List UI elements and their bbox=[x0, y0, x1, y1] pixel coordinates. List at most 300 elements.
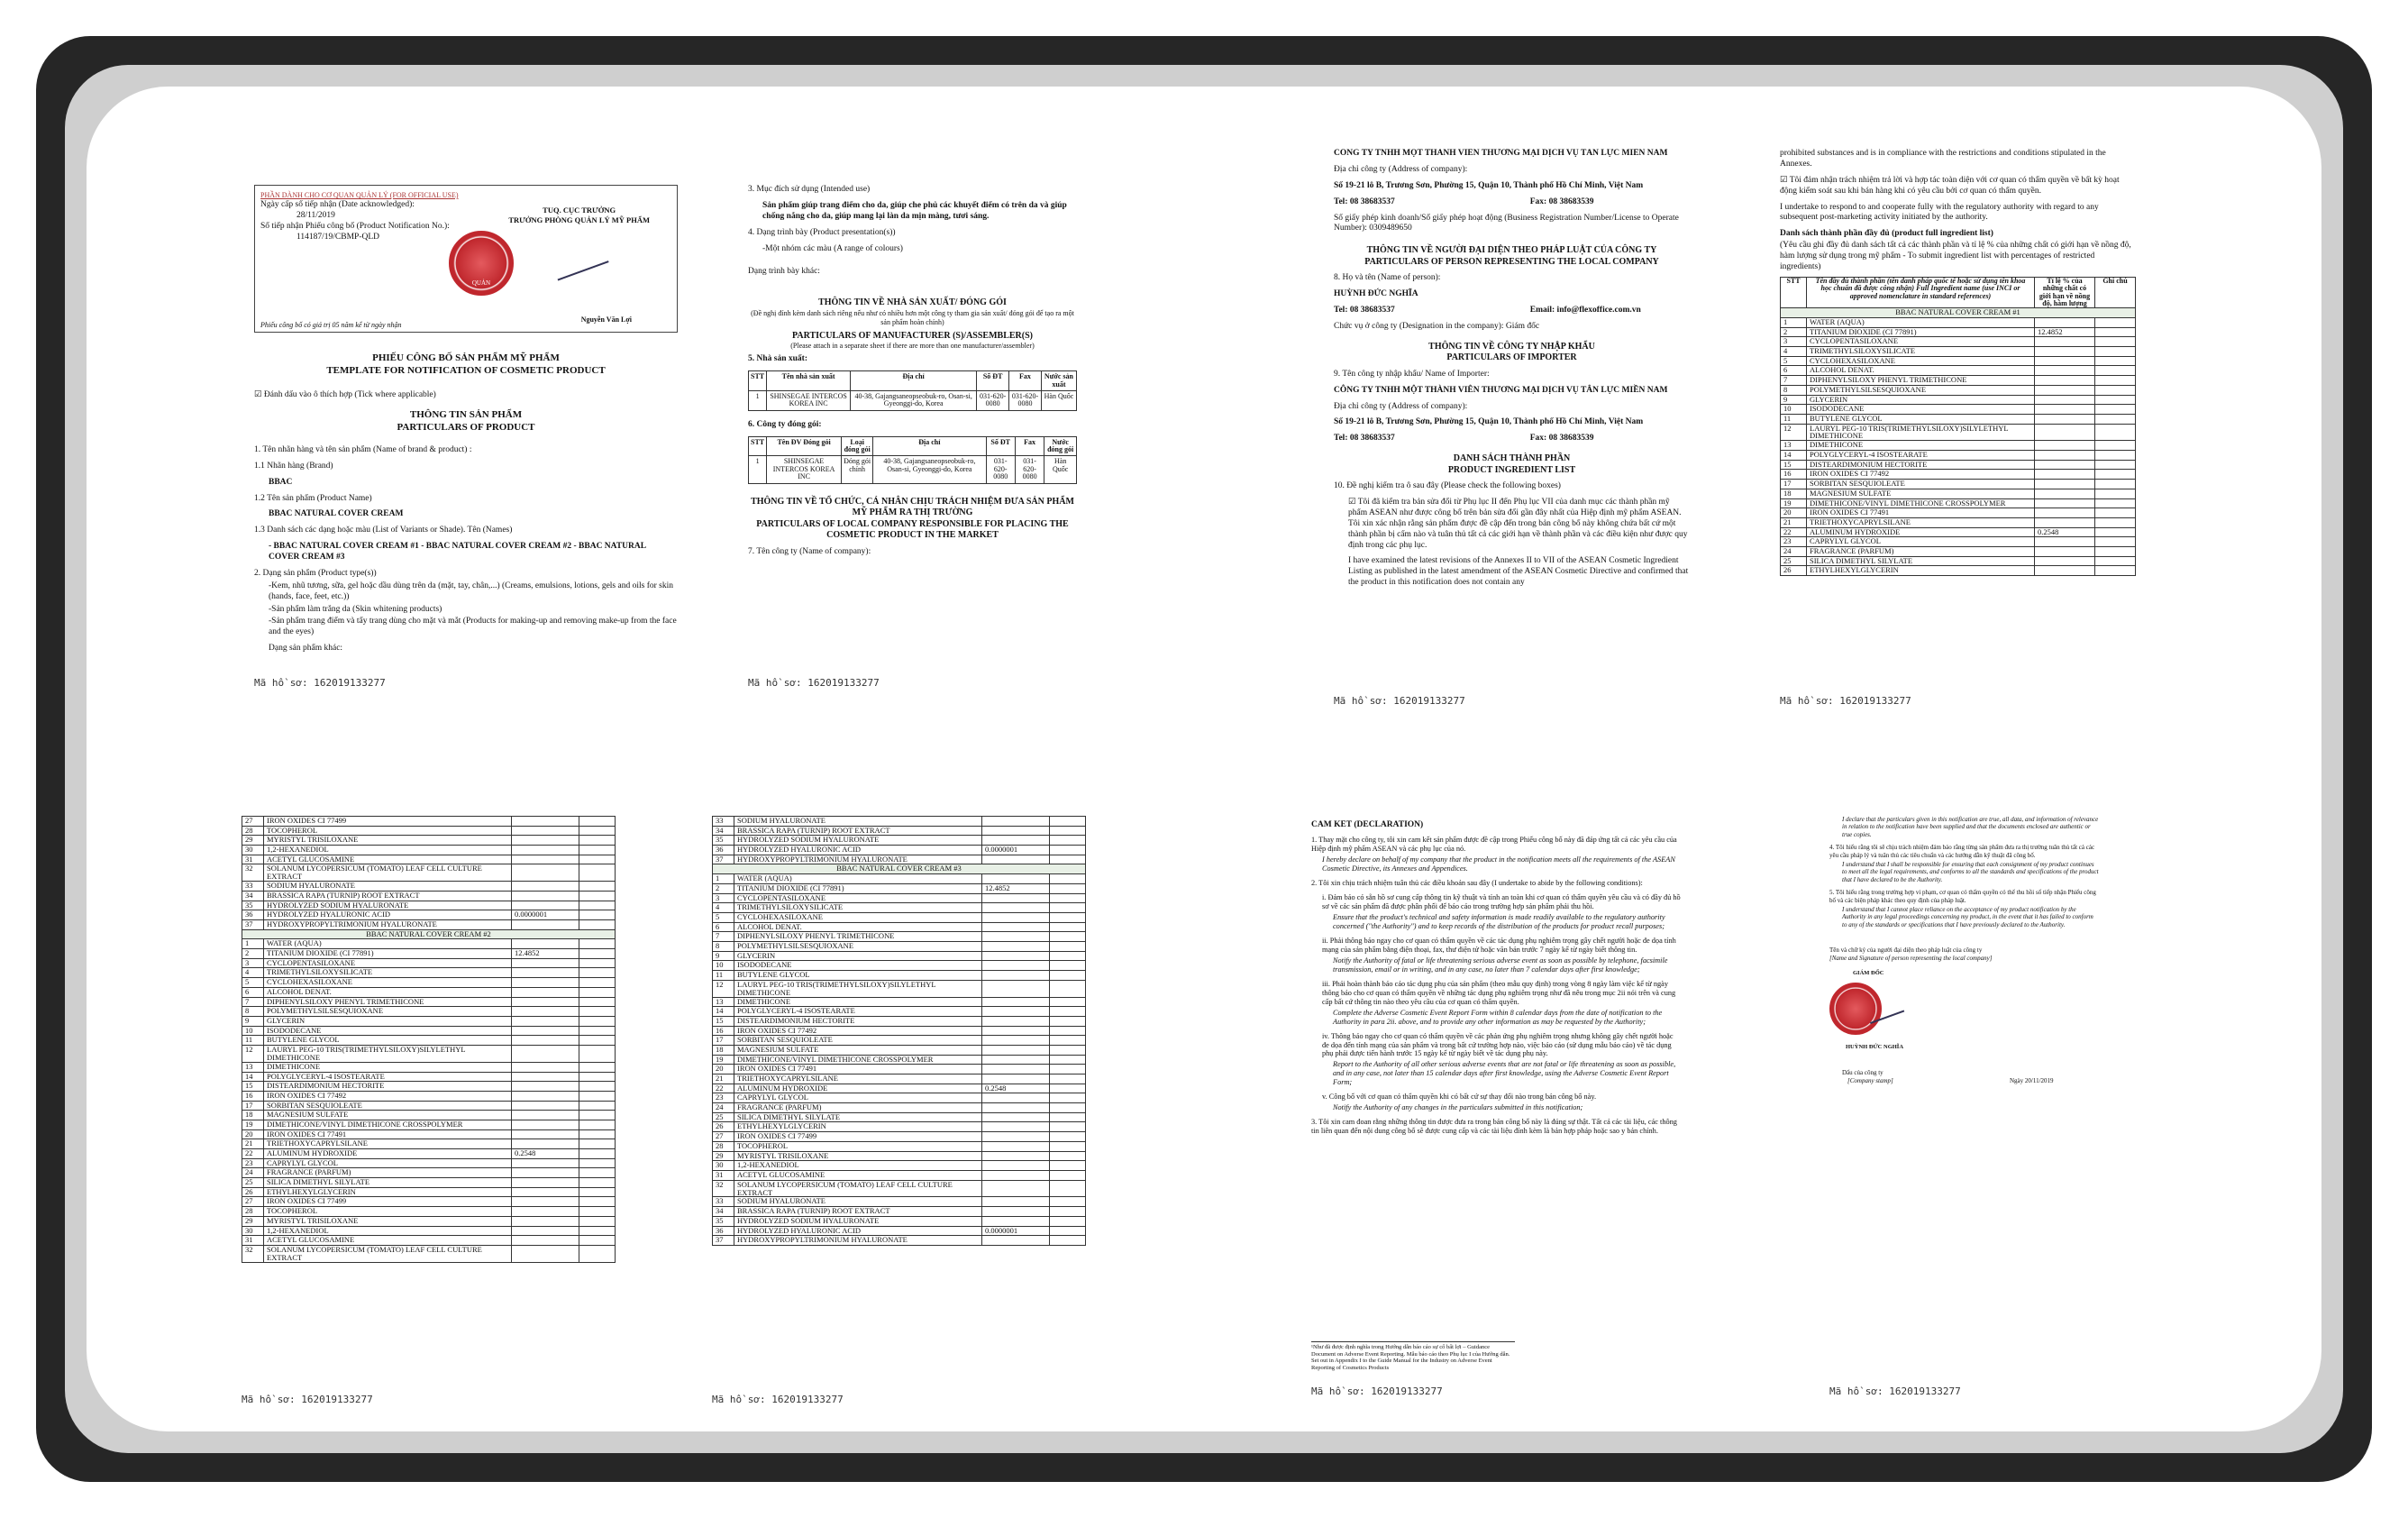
ingredient-percentage bbox=[512, 1026, 579, 1036]
ingredient-name: DIMETHICONE bbox=[1807, 441, 2035, 451]
ingredient-number: 27 bbox=[242, 817, 264, 827]
variants-value: - BBAC NATURAL COVER CREAM #1 - BBAC NATURAL COVER CREAM #2 - BBAC NATURAL COVER CREAM #3 bbox=[269, 542, 646, 562]
ingredient-note bbox=[2095, 566, 2136, 576]
ingredient-name: WATER (AQUA) bbox=[264, 939, 512, 949]
ingredient-note bbox=[1050, 932, 1086, 942]
ingredient-note bbox=[2095, 376, 2136, 386]
table-row bbox=[242, 817, 616, 827]
ingredient-note bbox=[579, 1101, 616, 1111]
ingredient-number: 10 bbox=[242, 1026, 264, 1036]
header-percentage: Tỉ lệ % của những chất có giới hạn về nồng độ, hàm lượng bbox=[2035, 277, 2095, 308]
ingredient-name: HYDROLYZED HYALURONIC ACID bbox=[734, 846, 982, 855]
ingredient-number: 9 bbox=[242, 1016, 264, 1026]
ingredient-note bbox=[1050, 846, 1086, 855]
ingredient-name: ALCOHOL DENAT. bbox=[734, 922, 982, 932]
table-row bbox=[1781, 546, 2136, 556]
ingredient-number: 16 bbox=[1781, 470, 1807, 480]
ingredient-number: 7 bbox=[1781, 376, 1807, 386]
ingredient-number: 4 bbox=[242, 968, 264, 978]
ingredient-note bbox=[1050, 1180, 1086, 1197]
table-row bbox=[242, 1245, 616, 1262]
table-header-cell: Tên ĐV Đóng gói bbox=[767, 436, 842, 456]
table-row bbox=[1781, 347, 2136, 357]
ingredient-number: 29 bbox=[242, 1216, 264, 1226]
ingredient-percentage bbox=[512, 939, 579, 949]
ingredient-percentage bbox=[982, 1093, 1050, 1103]
table-cell: 031-620-0080 bbox=[1009, 390, 1042, 410]
ingredient-note bbox=[579, 1187, 616, 1197]
product-type-3: -Sản phẩm trang điểm và tẩy trang dùng cho mặt và mắt (Products for making-up and removing make-up from the face and the eyes) bbox=[269, 617, 677, 637]
table-row bbox=[242, 1062, 616, 1072]
ingredient-percentage bbox=[982, 1197, 1050, 1207]
importer-fax: Fax: 08 38683539 bbox=[1529, 434, 1594, 444]
ingredient-number: 33 bbox=[713, 1197, 734, 1207]
ingredient-name: SORBITAN SESQUIOLEATE bbox=[1807, 480, 2035, 489]
ingredient-name: CAPRYLYL GLYCOL bbox=[1807, 537, 2035, 547]
commitment-vi: ☑ Tôi đảm nhận trách nhiệm trả lời và hợp tác toàn diện với cơ quan có thẩm quyền về bất kỳ hoạt động kiểm soát sau khi bán hàng khi có yêu cầu bởi cơ quan có thẩm quyền. bbox=[1780, 175, 2120, 196]
ingredient-number: 8 bbox=[1781, 385, 1807, 395]
ingredient-percentage bbox=[512, 1036, 579, 1046]
ingredient-note bbox=[2095, 537, 2136, 547]
ingredient-percentage bbox=[2035, 556, 2095, 566]
ingredient-name: 1,2-HEXANEDIOL bbox=[264, 1226, 512, 1236]
ingredient-number: 36 bbox=[713, 846, 734, 855]
ingredient-percentage bbox=[982, 1016, 1050, 1026]
ingredient-number: 18 bbox=[713, 1045, 734, 1055]
table-row bbox=[713, 1161, 1086, 1171]
ingredient-number: 16 bbox=[242, 1091, 264, 1101]
ingredient-name: ALCOHOL DENAT. bbox=[1807, 366, 2035, 376]
presentation-value: -Một nhóm các màu (A range of colours) bbox=[762, 243, 903, 253]
ingredient-note bbox=[579, 826, 616, 836]
manufacturer-section-title-en: PARTICULARS OF MANUFACTURER (S)/ASSEMBLER(S) bbox=[792, 330, 1033, 341]
ingredient-percentage bbox=[2035, 546, 2095, 556]
ingredient-percentage bbox=[2035, 376, 2095, 386]
declaration-5-en: I understand that I cannot place reliance on the acceptance of my product notification by the Authority in any legal proceedings concerning my product, in the event that it has failed to conform to any of the standards or specifications that I have previously declared to the Authority. bbox=[1842, 905, 2093, 928]
compliance-check-en: I have examined the latest revisions of the Annexes II to VII of the ASEAN Cosmetic Ingredient Listing as published in the latest amendment of the ASEAN Cosmetic Directive and confirmed that the product in this notification does not contain any bbox=[1348, 556, 1689, 588]
ack-date-label: Ngày cấp số tiếp nhận (Date acknowledged): bbox=[260, 200, 415, 209]
ingredient-percentage bbox=[512, 836, 579, 846]
table-cell: SHINSEGAE INTERCOS KOREA INC bbox=[767, 390, 851, 410]
table-row bbox=[713, 1103, 1086, 1113]
ingredient-percentage bbox=[2035, 414, 2095, 424]
ingredient-note bbox=[1050, 1103, 1086, 1113]
ingredient-name: MYRISTYL TRISILOXANE bbox=[264, 1216, 512, 1226]
ingredient-percentage bbox=[982, 1170, 1050, 1180]
ingredient-name: SODIUM HYALURONATE bbox=[734, 817, 982, 827]
table-row bbox=[713, 912, 1086, 922]
table-row bbox=[1781, 366, 2136, 376]
ingredient-name: GLYCERIN bbox=[1807, 395, 2035, 405]
table-row bbox=[1781, 480, 2136, 489]
ingredient-number: 22 bbox=[1781, 527, 1807, 537]
ingredient-number: 11 bbox=[1781, 414, 1807, 424]
table-row bbox=[242, 1101, 616, 1111]
file-code: Mã hồ sơ: 162019133277 bbox=[254, 677, 386, 690]
ingredient-note bbox=[579, 1197, 616, 1207]
ingredient-name: ALUMINUM HYDROXIDE bbox=[264, 1149, 512, 1159]
table-header-cell: Số ĐT bbox=[977, 371, 1009, 391]
ingredient-percentage: 12.4852 bbox=[2035, 327, 2095, 337]
table-row bbox=[242, 1187, 616, 1197]
ingredient-note bbox=[2095, 385, 2136, 395]
ingredient-note bbox=[2095, 556, 2136, 566]
ingredient-percentage bbox=[512, 1111, 579, 1120]
table-row bbox=[242, 1045, 616, 1062]
company-address-label: Địa chỉ công ty (Address of company): bbox=[1334, 164, 1468, 174]
ingredient-percentage bbox=[512, 855, 579, 864]
ingredient-number: 13 bbox=[242, 1062, 264, 1072]
ingredient-percentage bbox=[982, 826, 1050, 836]
ingredient-note bbox=[579, 1091, 616, 1101]
ingredient-note bbox=[2095, 424, 2136, 441]
ingredient-list-title-vi: DANH SÁCH THÀNH PHẦN bbox=[1453, 453, 1571, 464]
other-type-label: Dạng sản phẩm khác: bbox=[269, 644, 343, 654]
ingredient-rows-continued bbox=[713, 817, 1086, 864]
ingredient-number: 28 bbox=[713, 1141, 734, 1151]
declaration-title: CAM KẾT (DECLARATION) bbox=[1311, 820, 1424, 829]
table-header-cell: Số ĐT bbox=[986, 436, 1015, 456]
ingredient-percentage bbox=[982, 922, 1050, 932]
ingredient-number: 20 bbox=[713, 1065, 734, 1074]
table-row bbox=[713, 1055, 1086, 1065]
ingredient-note bbox=[1050, 971, 1086, 981]
table-row bbox=[242, 997, 616, 1007]
item-5-label: 5. Nhà sản xuất: bbox=[748, 354, 807, 364]
ingredient-percentage bbox=[512, 1082, 579, 1092]
ingredient-percentage bbox=[512, 826, 579, 836]
table-row bbox=[713, 883, 1086, 893]
ingredient-name: TITANIUM DIOXIDE (CI 77891) bbox=[264, 949, 512, 959]
ingredient-rows bbox=[1781, 318, 2136, 576]
ingredient-number: 37 bbox=[713, 1236, 734, 1246]
ingredient-number: 36 bbox=[713, 1226, 734, 1236]
header-note: Ghi chú bbox=[2095, 277, 2136, 308]
ingredient-note bbox=[2095, 546, 2136, 556]
signer-full-name: HUỲNH ĐỨC NGHĨA bbox=[1846, 1043, 1904, 1050]
ingredient-note bbox=[1050, 1207, 1086, 1217]
ingredient-name: SORBITAN SESQUIOLEATE bbox=[264, 1101, 512, 1111]
ingredient-percentage bbox=[512, 997, 579, 1007]
ingredient-number: 29 bbox=[242, 836, 264, 846]
form-title-en: TEMPLATE FOR NOTIFICATION OF COSMETIC PRODUCT bbox=[326, 364, 606, 376]
ingredient-note bbox=[1050, 1236, 1086, 1246]
ingredient-name: SORBITAN SESQUIOLEATE bbox=[734, 1036, 982, 1046]
ingredient-number: 17 bbox=[1781, 480, 1807, 489]
company-stamp-label-vi: Dấu của công ty bbox=[1842, 1068, 1884, 1076]
product-type-1: -Kem, nhũ tương, sữa, gel hoặc dầu dùng trên da (mặt, tay, chân,...) (Creams, emulsions, lotions, gels and oils for skin (hands, face, feet, etc.)) bbox=[269, 581, 673, 601]
table-row bbox=[242, 836, 616, 846]
ingredient-note bbox=[2095, 356, 2136, 366]
ingredient-percentage bbox=[512, 1245, 579, 1262]
declaration-1-en: I hereby declare on behalf of my company that the product in the notification meets all the requirements of the ASEAN Cosmetic Directive, its Annexes and Appendices. bbox=[1322, 855, 1675, 873]
ingredient-number: 3 bbox=[242, 958, 264, 968]
representative-contact-row bbox=[1334, 306, 1690, 316]
ingredient-rows bbox=[713, 874, 1086, 1246]
ingredient-number: 9 bbox=[1781, 395, 1807, 405]
ingredient-note bbox=[579, 958, 616, 968]
ingredient-percentage bbox=[982, 1132, 1050, 1142]
table-row bbox=[713, 846, 1086, 855]
ingredient-note bbox=[579, 920, 616, 930]
ingredient-name: ISODODECANE bbox=[734, 961, 982, 971]
ingredient-number: 25 bbox=[242, 1178, 264, 1188]
representative-label-en: [Name and Signature of person representing the local company] bbox=[1829, 955, 1993, 963]
ingredient-percentage bbox=[512, 978, 579, 988]
ingredient-rows bbox=[242, 939, 616, 1262]
ingredient-percentage bbox=[512, 920, 579, 930]
ingredient-number: 22 bbox=[242, 1149, 264, 1159]
variant-section-label: BBAC NATURAL COVER CREAM #2 bbox=[242, 929, 616, 939]
ingredient-number: 9 bbox=[713, 951, 734, 961]
ingredient-percentage bbox=[2035, 470, 2095, 480]
condition-ii-vi: ii. Phải thông báo ngay cho cơ quan có thẩm quyền về các tác dụng phụ nghiêm trọng gây chết người hoặc đe dọa tính mạng của sản phẩm bằng điện thoại, fax, thư điện tử hoặc văn bản trước 7 ngày kể từ ngày biết thông tin. bbox=[1322, 936, 1676, 954]
ingredient-note bbox=[579, 855, 616, 864]
importer-address-label: Địa chỉ công ty (Address of company): bbox=[1334, 401, 1468, 411]
ingredient-percentage bbox=[982, 932, 1050, 942]
ingredient-percentage bbox=[982, 903, 1050, 913]
ingredient-percentage bbox=[512, 1226, 579, 1236]
table-row bbox=[713, 874, 1086, 884]
table-cell: Hàn Quốc bbox=[1044, 456, 1077, 483]
notification-number-value: 114187/19/CBMP-QLD bbox=[296, 232, 380, 242]
ingredient-note bbox=[1050, 912, 1086, 922]
ingredient-name: ACETYL GLUCOSAMINE bbox=[264, 855, 512, 864]
ingredient-note bbox=[1050, 1084, 1086, 1093]
document-page-7 bbox=[1311, 820, 1681, 1397]
table-row bbox=[713, 961, 1086, 971]
table-cell: 031-620-0080 bbox=[1015, 456, 1044, 483]
table-row bbox=[1781, 460, 2136, 470]
table-row bbox=[1781, 508, 2136, 518]
ingredient-percentage bbox=[982, 893, 1050, 903]
ingredient-note bbox=[2095, 451, 2136, 461]
ingredient-number: 23 bbox=[242, 1158, 264, 1168]
ingredient-note bbox=[2095, 489, 2136, 498]
ingredient-percentage bbox=[982, 1236, 1050, 1246]
declaration-4-vi: 4. Tôi hiểu rằng tôi sẽ chịu trách nhiệm đảm bảo rằng từng sản phẩm đưa ra thị trường tuân thủ tất cả các yêu cầu pháp lý và tuân thủ các tiêu chuẩn và các hướng dẫn kỹ thuật đã công bố. bbox=[1829, 844, 2095, 859]
business-license: Số giấy phép kinh doanh/Số giấy phép hoạt động (Business Registration Number/License to Operate Number): 0309489650 bbox=[1334, 213, 1679, 233]
ingredient-note bbox=[1050, 1055, 1086, 1065]
table-header-cell: Loại đóng gói bbox=[842, 436, 873, 456]
ingredient-percentage bbox=[512, 1045, 579, 1062]
ingredient-name: IRON OXIDES CI 77492 bbox=[1807, 470, 2035, 480]
ingredient-name: IRON OXIDES CI 77492 bbox=[734, 1026, 982, 1036]
ingredient-name: CYCLOHEXASILOXANE bbox=[1807, 356, 2035, 366]
document-page-8 bbox=[1829, 816, 2100, 1397]
company-fax: Fax: 08 38683539 bbox=[1529, 197, 1594, 206]
footnote: ¹Như đã được định nghĩa trong Hướng dẫn báo cáo sự cố bất lợi – Guidance Document on Adverse Event Reporting. Mẫu báo cáo theo Phụ lục I của Hướng dẫn. Set out in Appendix I to the Guide Manual for the Industry on Adverse Event Reporting of Cosmetics Products bbox=[1311, 1341, 1515, 1372]
table-row bbox=[242, 939, 616, 949]
ingredient-number: 24 bbox=[242, 1168, 264, 1178]
intended-use-value: Sản phẩm giúp trang điểm cho da, giúp che phủ các khuyết điểm có trên da và giúp chống nắng cho da, giúp mang lại làn da mịn màng, tươi sáng. bbox=[762, 200, 1067, 221]
condition-iv-en: Report to the Authority of all other serious adverse events that are not fatal or life threatening as soon as possible, and in any case, not later than 15 calendar days after first knowledge, using the Adverse Cosmetic Event Report Form; bbox=[1333, 1060, 1676, 1087]
table-row bbox=[242, 1091, 616, 1101]
ingredient-percentage bbox=[982, 817, 1050, 827]
ingredient-number: 35 bbox=[713, 1216, 734, 1226]
ingredient-name: DIMETHICONE bbox=[264, 1062, 512, 1072]
table-row bbox=[242, 978, 616, 988]
table-cell: 1 bbox=[749, 456, 767, 483]
ingredient-percentage bbox=[982, 997, 1050, 1007]
table-header-cell: Tên nhà sản xuất bbox=[767, 371, 851, 391]
importer-address: Số 19-21 lô B, Trương Sơn, Phường 15, Quận 10, Thành phố Hồ Chí Minh, Việt Nam bbox=[1334, 417, 1644, 427]
ingredient-number: 8 bbox=[713, 941, 734, 951]
ingredient-note bbox=[1050, 1036, 1086, 1046]
condition-iii-en: Complete the Adverse Cosmetic Event Report Form within 8 calendar days from the date of notification to the Authority in para 2ii. above, and to provide any other information as may be requested by the Authority; bbox=[1333, 1008, 1663, 1026]
table-row bbox=[242, 901, 616, 910]
ingredient-note bbox=[2095, 327, 2136, 337]
table-row bbox=[242, 846, 616, 855]
ingredient-note bbox=[2095, 470, 2136, 480]
variant-section-row bbox=[242, 929, 616, 939]
ingredient-name: MYRISTYL TRISILOXANE bbox=[264, 836, 512, 846]
ingredient-number: 30 bbox=[713, 1161, 734, 1171]
ingredient-percentage: 0.2548 bbox=[512, 1149, 579, 1159]
ingredient-note bbox=[1050, 1122, 1086, 1132]
ingredient-note bbox=[2095, 366, 2136, 376]
ingredient-percentage bbox=[512, 1178, 579, 1188]
signature-block bbox=[1829, 970, 2100, 1069]
ingredient-number: 10 bbox=[713, 961, 734, 971]
ingredient-note bbox=[579, 864, 616, 882]
ingredient-number: 31 bbox=[242, 855, 264, 864]
manufacturer-section-title-vi: THÔNG TIN VỀ NHÀ SẢN XUẤT/ ĐÓNG GÓI bbox=[818, 297, 1007, 308]
ingredient-percentage bbox=[512, 1139, 579, 1149]
table-row bbox=[713, 1016, 1086, 1026]
ingredient-percentage bbox=[512, 1016, 579, 1026]
ingredient-name: ETHYLHEXYLGLYCERIN bbox=[1807, 566, 2035, 576]
ingredient-name: HYDROLYZED HYALURONIC ACID bbox=[734, 1226, 982, 1236]
table-row bbox=[713, 1170, 1086, 1180]
table-row bbox=[242, 1226, 616, 1236]
ingredient-note bbox=[579, 1016, 616, 1026]
condition-iii-vi: iii. Phải hoàn thành báo cáo tác dụng phụ của sản phẩm (theo mẫu quy định) trong vòng 8 ngày làm việc kể từ ngày thông báo cho cơ quan có thẩm quyền về những tác dụng phụ nghiêm trọng như đã nêu trong mục 2ii nói trên và cung cấp bất cứ thông tin nào theo yêu cầu của cơ quan có thẩm quyền. bbox=[1322, 979, 1676, 1006]
ingredient-percentage bbox=[2035, 451, 2095, 461]
ingredient-percentage bbox=[512, 864, 579, 882]
packer-table bbox=[748, 436, 1077, 484]
ingredient-percentage bbox=[982, 1026, 1050, 1036]
ingredient-name: LAURYL PEG-10 TRIS(TRIMETHYLSILOXY)SILYLETHYL DIMETHICONE bbox=[734, 980, 982, 997]
ingredient-percentage bbox=[2035, 566, 2095, 576]
ingredient-percentage bbox=[982, 1161, 1050, 1171]
item-2-label: 2. Dạng sản phẩm (Product type(s)) bbox=[254, 568, 377, 578]
ingredient-name: BUTYLENE GLYCOL bbox=[264, 1036, 512, 1046]
item-7-label: 7. Tên công ty (Name of company): bbox=[748, 546, 871, 556]
file-code: Mã hồ sơ: 162019133277 bbox=[748, 677, 880, 690]
ingredient-note bbox=[1050, 941, 1086, 951]
ingredient-note bbox=[579, 997, 616, 1007]
ingredient-number: 18 bbox=[242, 1111, 264, 1120]
ingredient-name: DISTEARDIMONIUM HECTORITE bbox=[264, 1082, 512, 1092]
ingredient-note bbox=[1050, 855, 1086, 864]
table-row bbox=[1781, 318, 2136, 328]
ingredient-percentage bbox=[982, 1112, 1050, 1122]
ingredient-name: DISTEARDIMONIUM HECTORITE bbox=[734, 1016, 982, 1026]
ingredient-name: HYDROXYPROPYLTRIMONIUM HYALURONATE bbox=[264, 920, 512, 930]
ingredient-note bbox=[2095, 347, 2136, 357]
ingredient-note bbox=[579, 1111, 616, 1120]
ingredient-name: ALUMINUM HYDROXIDE bbox=[1807, 527, 2035, 537]
ingredient-number: 6 bbox=[713, 922, 734, 932]
item-10-label: 10. Đề nghị kiểm tra ô sau đây (Please check the following boxes) bbox=[1334, 481, 1561, 491]
ingredient-number: 7 bbox=[713, 932, 734, 942]
ingredient-number: 13 bbox=[1781, 441, 1807, 451]
ingredient-percentage: 0.2548 bbox=[982, 1084, 1050, 1093]
ingredient-rows-continued bbox=[242, 817, 616, 930]
variant-section-label: BBAC NATURAL COVER CREAM #3 bbox=[713, 864, 1086, 874]
ingredient-name: 1,2-HEXANEDIOL bbox=[264, 846, 512, 855]
table-row bbox=[242, 1036, 616, 1046]
ingredient-percentage bbox=[982, 1103, 1050, 1113]
table-row bbox=[713, 1132, 1086, 1142]
ingredient-note bbox=[579, 1149, 616, 1159]
variant-section-label: BBAC NATURAL COVER CREAM #1 bbox=[1781, 308, 2136, 318]
ingredient-number: 1 bbox=[713, 874, 734, 884]
table-row bbox=[713, 1122, 1086, 1132]
representative-email: Email: info@flexoffice.com.vn bbox=[1529, 306, 1641, 315]
ingredient-percentage bbox=[982, 1207, 1050, 1217]
importer-title-vi: THÔNG TIN VỀ CÔNG TY NHẬP KHẨU bbox=[1428, 341, 1595, 352]
ingredient-name: CYCLOPENTASILOXANE bbox=[264, 958, 512, 968]
ingredient-note bbox=[579, 1082, 616, 1092]
ingredient-number: 32 bbox=[713, 1180, 734, 1197]
ingredient-number: 25 bbox=[1781, 556, 1807, 566]
ingredient-note bbox=[1050, 817, 1086, 827]
ingredient-note bbox=[1050, 1045, 1086, 1055]
table-row bbox=[242, 1168, 616, 1178]
official-use-box bbox=[254, 185, 678, 333]
variant-section-row bbox=[1781, 308, 2136, 318]
ingredient-name: CYCLOPENTASILOXANE bbox=[734, 893, 982, 903]
ingredient-percentage bbox=[982, 971, 1050, 981]
ingredient-name: POLYGLYCERYL-4 ISOSTEARATE bbox=[734, 1007, 982, 1017]
local-company-title-vi: THÔNG TIN VỀ TỔ CHỨC, CÁ NHÂN CHỊU TRÁCH NHIỆM ĐƯA SẢN PHẨM MỸ PHẨM RA THỊ TRƯỜNG bbox=[751, 496, 1074, 518]
table-row bbox=[1781, 337, 2136, 347]
ingredient-percentage bbox=[512, 1072, 579, 1082]
ingredient-number: 26 bbox=[242, 1187, 264, 1197]
ingredient-table-variant-3 bbox=[712, 816, 1086, 1246]
manufacturer-table-header bbox=[749, 371, 1077, 391]
document-page-4 bbox=[1780, 149, 2136, 708]
table-row bbox=[242, 855, 616, 864]
table-row bbox=[713, 1026, 1086, 1036]
item-4-label: 4. Dạng trình bày (Product presentation(s)) bbox=[748, 227, 896, 237]
table-row bbox=[713, 1007, 1086, 1017]
table-row bbox=[713, 941, 1086, 951]
ingredient-note bbox=[579, 1045, 616, 1062]
representative-title-vi: THÔNG TIN VỀ NGƯỜI ĐẠI DIỆN THEO PHÁP LUẬT CỦA CÔNG TY bbox=[1366, 245, 1657, 256]
ingredient-name: SOLANUM LYCOPERSICUM (TOMATO) LEAF CELL CULTURE EXTRACT bbox=[264, 864, 512, 882]
ingredient-name: SOLANUM LYCOPERSICUM (TOMATO) LEAF CELL CULTURE EXTRACT bbox=[264, 1245, 512, 1262]
table-row bbox=[242, 1216, 616, 1226]
ingredient-name: TITANIUM DIOXIDE (CI 77891) bbox=[1807, 327, 2035, 337]
ingredient-percentage bbox=[2035, 480, 2095, 489]
table-cell: 031-620-0080 bbox=[986, 456, 1015, 483]
table-header-cell: STT bbox=[749, 436, 767, 456]
ingredient-percentage bbox=[512, 1062, 579, 1072]
header-ingredient-name: Tên đầy đủ thành phần (tên danh pháp quốc tế hoặc sử dụng tên khoa học chuẩn đã được công nhận) Full Ingredient name (use INCI or approved nomenclature in standard references) bbox=[1807, 277, 2035, 308]
ingredient-percentage bbox=[2035, 489, 2095, 498]
ingredient-percentage bbox=[512, 891, 579, 901]
condition-v-en: Notify the Authority of any changes in the particulars submitted in this notification; bbox=[1333, 1103, 1583, 1112]
ingredient-name: WATER (AQUA) bbox=[734, 874, 982, 884]
ingredient-note bbox=[2095, 318, 2136, 328]
ingredient-percentage bbox=[982, 1180, 1050, 1197]
ingredient-name: BUTYLENE GLYCOL bbox=[734, 971, 982, 981]
ingredient-percentage bbox=[2035, 356, 2095, 366]
ingredient-note bbox=[579, 939, 616, 949]
